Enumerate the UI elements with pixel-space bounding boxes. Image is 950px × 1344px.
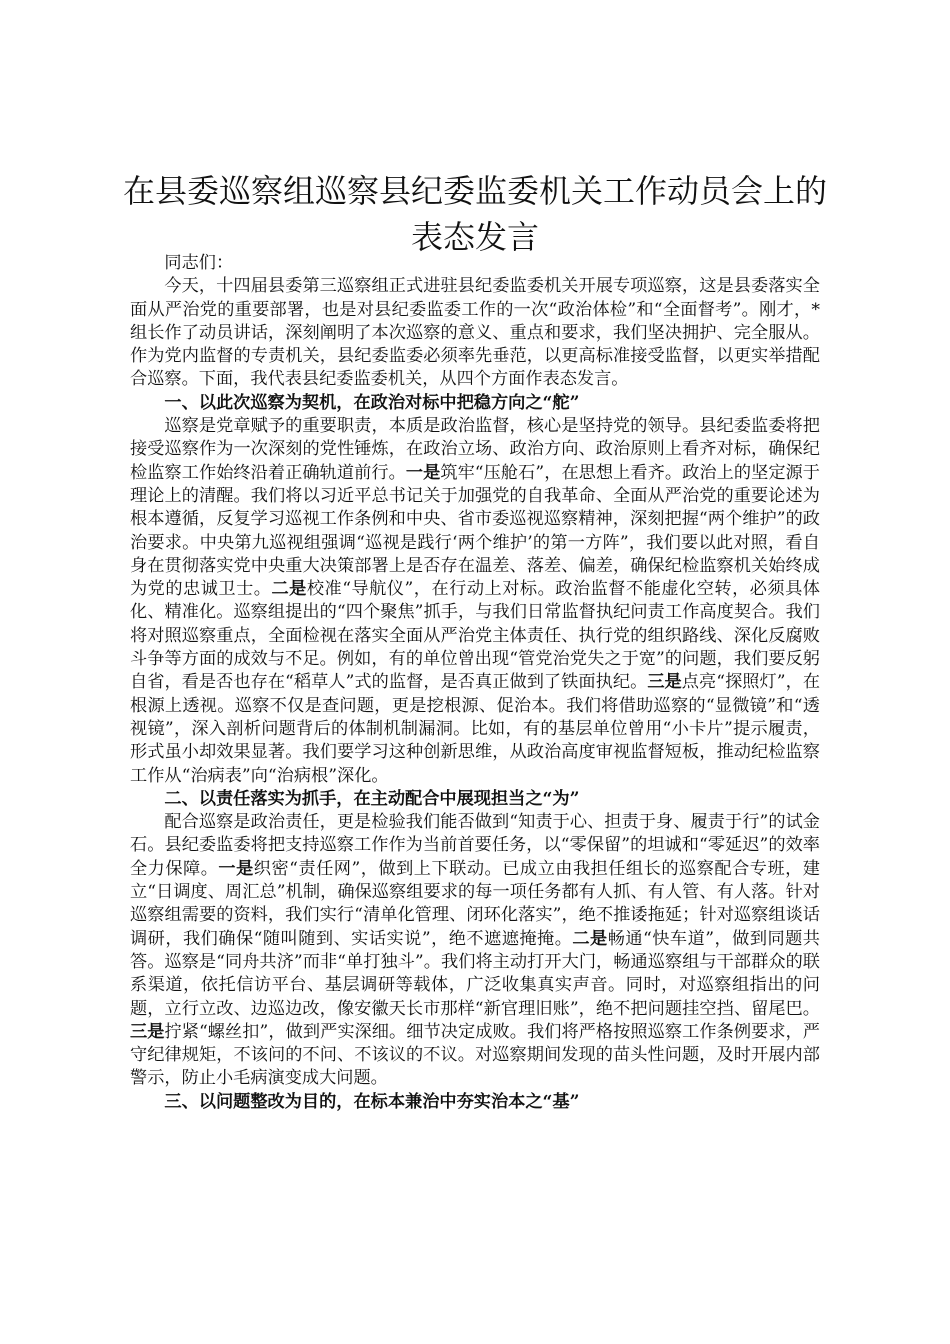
salutation: 同志们： xyxy=(164,253,234,273)
section-1-text-1: 巡察是党章赋予的重要职责，本质是政治监督，核心是坚持党的领导。县纪委监委将把接受巡察作为一次深刻的党性锤炼，在政治立场、政治方向、政治原则上看齐对标，确保纪检监察工作始终沿着正确轨道前行。 xyxy=(130,416,820,483)
document-title: 在县委巡察组巡察县纪委监委机关工作动员会上的表态发言 xyxy=(122,172,827,256)
section-1-paragraph xyxy=(130,415,820,788)
section-2-text-3: 畅通“快车道”，做到同题共答。巡察是“同舟共济”而非“单打独斗”。我们将主动打开大门，畅通巡察组与干部群众的联系渠道，依托信访平台、基层调研等载体，广泛收集真实声音。同时，对巡察组指出的问题，立行立改、边巡边改，像安徽天长市那样“新官理旧账”，绝不把问题挂空挡、留尾巴。 xyxy=(130,928,820,1019)
section-2-keyword-1: 一是 xyxy=(218,858,254,879)
section-1-text-3: 校准“导航仪”，在行动上对标。政治监督不能虚化空转，必须具体化、精准化。巡察组提出的“四个聚焦”抓手，与我们日常监督执纪问责工作高度契合。我们将对照巡察重点，全面检视在落实全面从严治党主体责任、执行党的组织路线、深化反腐败斗争等方面的成效与不足。例如，有的单位曾出现“管党治党失之于宽”的问题，我们要反躬自省，看是否也存在“稻草人”式的监督，是否真正做到了铁面执纪。 xyxy=(130,579,820,693)
section-1-text-2: 筑牢“压舱石”，在思想上看齐。政治上的坚定源于理论上的清醒。我们将以习近平总书记关于加强党的自我革命、全面从严治党的重要论述为根本遵循，反复学习巡视工作条例和中央、省市委巡视巡察精神，深刻把握“两个维护”的政治要求。中央第九巡视组强调“巡视是践行‘两个维护’的第一方阵”，我们要以此对照，看自身在贯彻落实党中央重大决策部署上是否存在温差、落差、偏差，确保纪检监察机关始终成为党的忠诚卫士。 xyxy=(130,462,820,600)
section-2-text-4: 拧紧“螺丝扣”，做到严实深细。细节决定成败。我们将严格按照巡察工作条例要求，严守纪律规矩，不该问的不问、不该议的不议。对巡察期间发现的苗头性问题，及时开展内部警示，防止小毛病演变成大问题。 xyxy=(130,1021,820,1089)
section-2-keyword-2: 二是 xyxy=(572,928,608,949)
section-2-text-2: 织密“责任网”，做到上下联动。已成立由我担任组长的巡察配合专班，建立“日调度、周汇总”机制，确保巡察组要求的每一项任务都有人抓、有人管、有人落。针对巡察组需要的资料，我们实行“清单化管理、闭环化落实”，绝不推诿拖延；针对巡察组谈话调研，我们确保“随叫随到、实话实说”，绝不遮遮掩掩。 xyxy=(130,858,820,949)
section-1-keyword-2: 二是 xyxy=(271,579,307,600)
intro-paragraph: 今天，十四届县委第三巡察组正式进驻县纪委监委机关开展专项巡察，这是县委落实全面从严治党的重要部署，也是对县纪委监委工作的一次“政治体检”和“全面督考”。刚才，*组长作了动员讲话，深刻阐明了本次巡察的意义、重点和要求，我们坚决拥护、完全服从。作为党内监督的专责机关，县纪委监委必须率先垂范，以更高标准接受监督，以更实举措配合巡察。下面，我代表县纪委监委机关，从四个方面作表态发言。 xyxy=(130,276,820,390)
section-3-heading: 三、以问题整改为目的，在标本兼治中夯实治本之“基” xyxy=(164,1091,580,1112)
section-1-heading: 一、以此次巡察为契机，在政治对标中把稳方向之“舵” xyxy=(164,392,580,413)
section-1-keyword-1: 一是 xyxy=(405,462,441,483)
document-body xyxy=(130,252,820,1114)
section-1-text-4: 点亮“探照灯”，在根源上透视。巡察不仅是查问题，更是挖根源、促治本。我们将借助巡察的“显微镜”和“透视镜”，深入剖析问题背后的体制机制漏洞。比如，有的基层单位曾用“小卡片”提示履责，形式虽小却效果显著。我们要学习这种创新思维，从政治高度审视监督短板，推动纪检监察工作从“治病表”向“治病根”深化。 xyxy=(130,672,821,786)
section-2-paragraph xyxy=(130,811,820,1091)
section-2-keyword-3: 三是 xyxy=(130,1021,165,1042)
section-2-heading: 二、以责任落实为抓手，在主动配合中展现担当之“为” xyxy=(164,788,580,809)
section-2-text-1: 配合巡察是政治责任，更是检验我们能否做到“知责于心、担责于身、履责于行”的试金石。县纪委监委将把支持巡察工作作为当前首要任务，以“零保留”的坦诚和“零延迟”的效率全力保障。 xyxy=(130,812,820,879)
section-1-keyword-3: 三是 xyxy=(647,672,682,693)
